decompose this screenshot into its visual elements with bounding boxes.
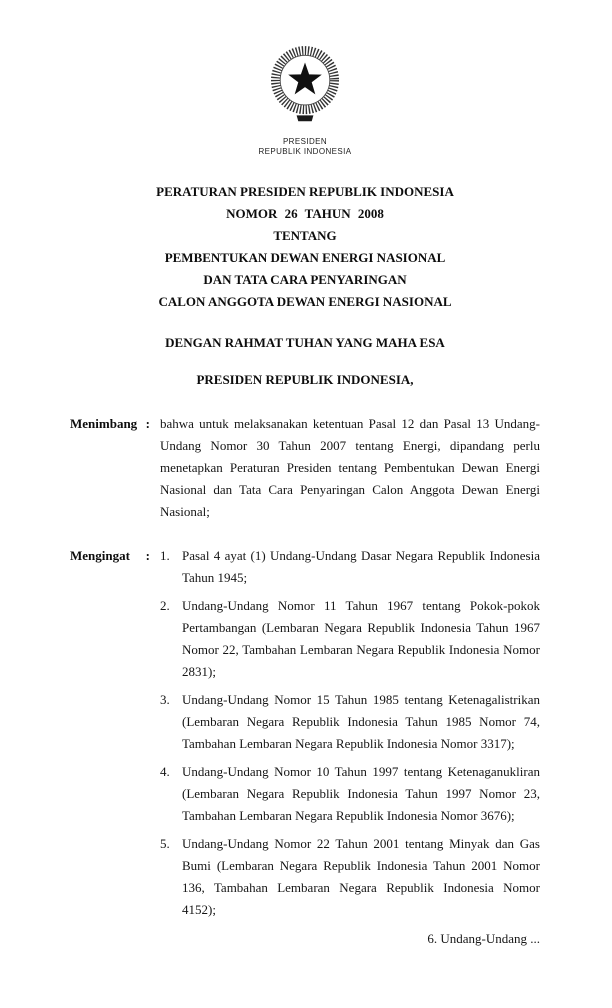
mengingat-colon: : <box>145 548 150 563</box>
legal-item-number: 5. <box>160 836 170 851</box>
legal-basis-item <box>160 595 540 683</box>
emblem-caption <box>70 137 540 157</box>
legal-item-text: Undang-Undang Nomor 15 Tahun 1985 tentang Ketenagalistrikan (Lembaran Negara Republik Indonesia Tahun 1985 Nomor 74, Tambahan Lembaran Negara Republik Indonesia Nomor 3317); <box>182 692 540 751</box>
title-subject-line3: CALON ANGGOTA DEWAN ENERGI NASIONAL <box>158 294 452 309</box>
legal-item-number: 1. <box>160 548 170 563</box>
emblem-caption-line1: PRESIDEN <box>282 137 328 146</box>
menimbang-label-text: Menimbang <box>70 416 138 431</box>
emblem-caption-line2: REPUBLIK INDONESIA <box>258 147 352 156</box>
section-menimbang <box>70 413 540 523</box>
legal-item-text: Undang-Undang Nomor 10 Tahun 1997 tentang Ketenaganukliran (Lembaran Negara Republik Indonesia Tahun 1997 Nomor 23, Tambahan Lembaran Negara Republik Indonesia Nomor 3676); <box>182 764 540 823</box>
title-number-line: NOMOR 26 TAHUN 2008 <box>226 206 384 221</box>
mengingat-list <box>160 545 540 921</box>
label-gap <box>150 413 160 523</box>
mengingat-label-text: Mengingat <box>70 548 130 563</box>
menimbang-label <box>70 413 150 523</box>
document-title <box>70 181 540 313</box>
legal-item-text: Pasal 4 ayat (1) Undang-Undang Dasar Negara Republik Indonesia Tahun 1945; <box>182 548 540 585</box>
label-gap <box>150 545 160 921</box>
legal-item-number: 2. <box>160 598 170 613</box>
title-tentang-line: TENTANG <box>273 228 337 243</box>
authority-line: PRESIDEN REPUBLIK INDONESIA, <box>196 372 414 387</box>
legal-basis-item <box>160 761 540 827</box>
catchword: 6. Undang-Undang ... <box>427 931 540 946</box>
invocation-line: DENGAN RAHMAT TUHAN YANG MAHA ESA <box>165 335 445 350</box>
legal-item-text: Undang-Undang Nomor 11 Tahun 1967 tentang Pokok-pokok Pertambangan (Lembaran Negara Republik Indonesia Tahun 1967 Nomor 22, Tambahan Lembaran Negara Republik Indonesia Nomor 2831); <box>182 598 540 679</box>
legal-item-text: Undang-Undang Nomor 22 Tahun 2001 tentang Minyak dan Gas Bumi (Lembaran Negara Republik Indonesia Tahun 2001 Nomor 136, Tambahan Lembaran Negara Republik Indonesia Nomor 4152); <box>182 836 540 917</box>
section-mengingat <box>70 545 540 921</box>
menimbang-text: bahwa untuk melaksanakan ketentuan Pasal 12 dan Pasal 13 Undang-Undang Nomor 30 Tahun 2007 tentang Energi, dipandang perlu menetapkan Peraturan Presiden tentang Pembentukan Dewan Energi Nasional dan Tata Cara Penyaringan Calon Anggota Dewan Energi Nasional; <box>160 416 540 519</box>
title-subject-line1: PEMBENTUKAN DEWAN ENERGI NASIONAL <box>164 250 446 265</box>
legal-basis-item <box>160 689 540 755</box>
legal-item-number: 4. <box>160 764 170 779</box>
legal-item-number: 3. <box>160 692 170 707</box>
presidential-seal-icon <box>263 42 347 130</box>
menimbang-colon: : <box>145 416 150 431</box>
legal-basis-item <box>160 545 540 589</box>
legal-basis-item <box>160 833 540 921</box>
emblem-block <box>70 42 540 157</box>
title-regulation-line: PERATURAN PRESIDEN REPUBLIK INDONESIA <box>156 184 454 199</box>
mengingat-label <box>70 545 150 921</box>
title-subject-line2: DAN TATA CARA PENYARINGAN <box>203 272 407 287</box>
